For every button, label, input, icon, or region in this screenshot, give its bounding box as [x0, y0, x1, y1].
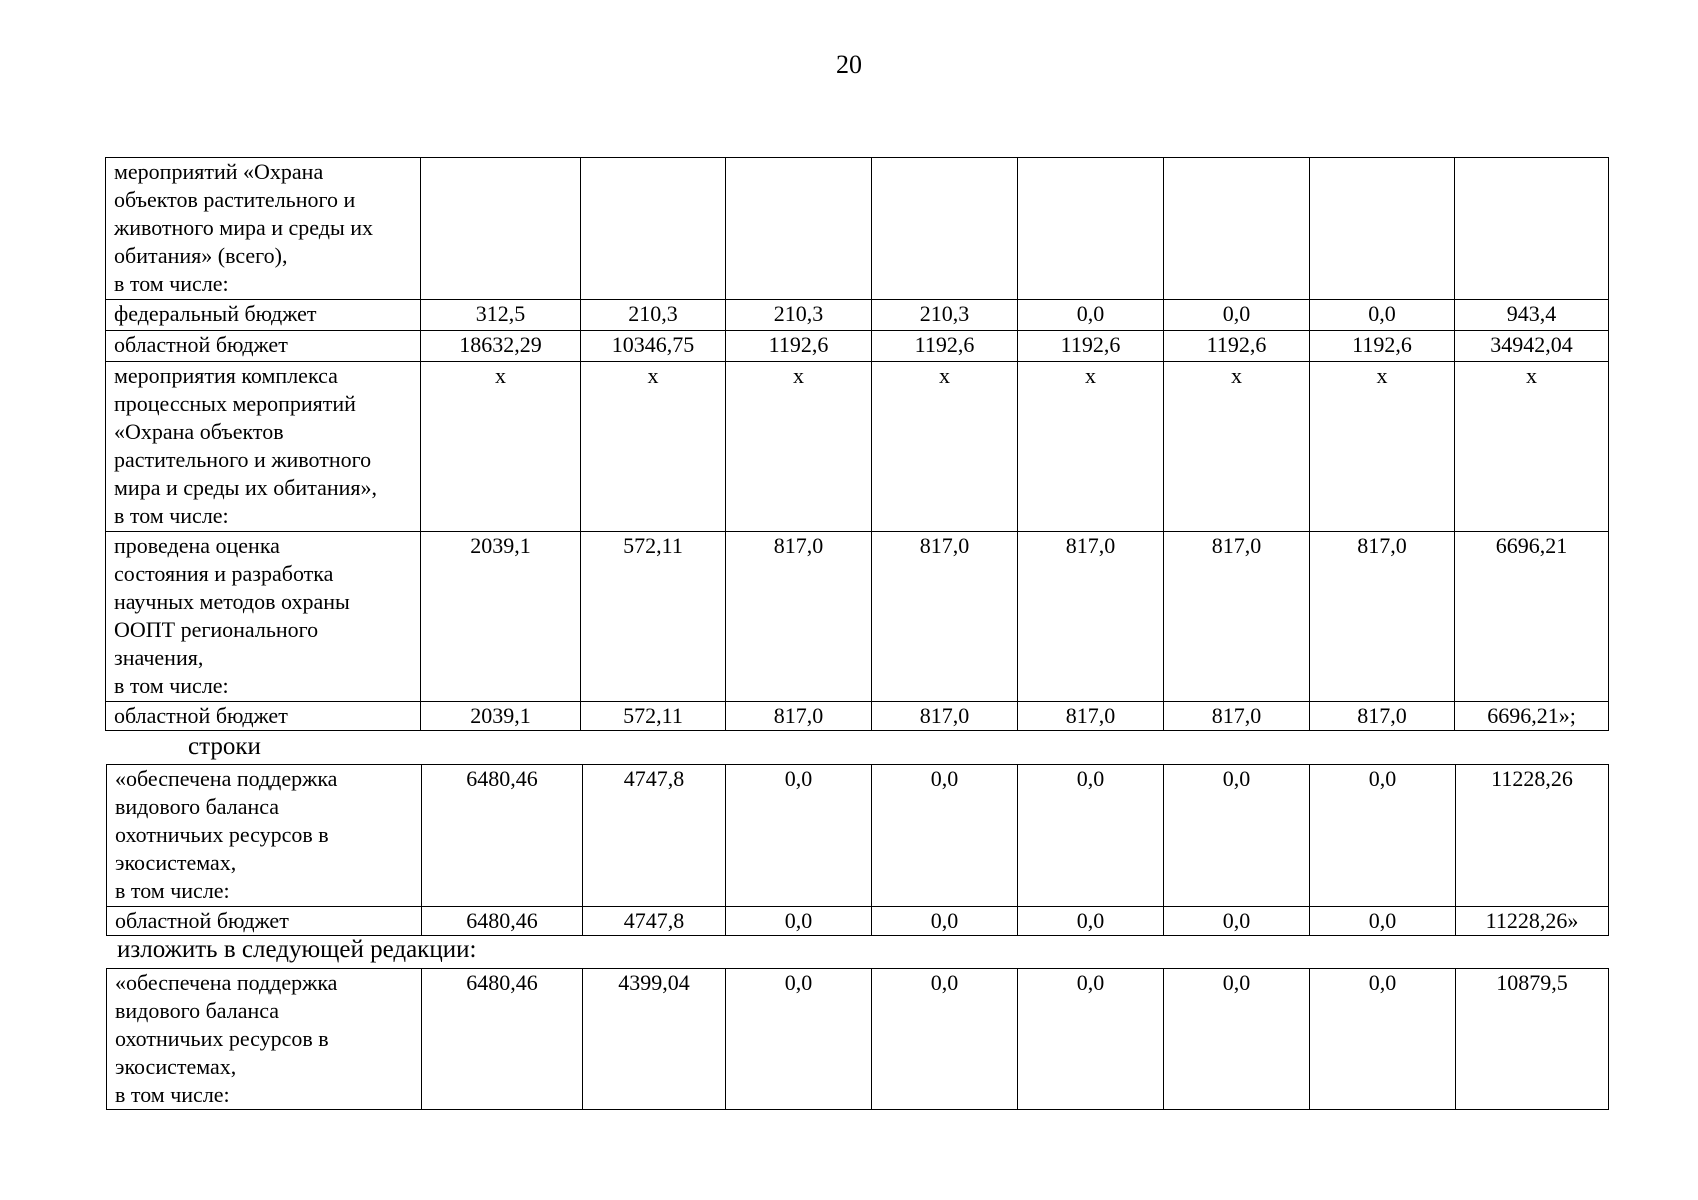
value-cell: 572,11	[581, 702, 726, 731]
value-cell: 817,0	[1018, 532, 1164, 702]
value-cell: 817,0	[1018, 702, 1164, 731]
value-cell: 4747,8	[583, 765, 726, 907]
row-label: мероприятия комплекса процессных мероприятий «Охрана объектов растительного и животного мира и среды их обитания», в том числе:	[106, 362, 421, 532]
row-label: областной бюджет	[107, 907, 422, 936]
value-cell: 0,0	[726, 765, 872, 907]
row-label: мероприятий «Охрана объектов растительного и животного мира и среды их обитания» (всего), в том числе:	[106, 158, 421, 300]
table-row	[106, 362, 1609, 532]
value-cell: 2039,1	[421, 532, 581, 702]
value-cell	[421, 158, 581, 300]
value-cell: 572,11	[581, 532, 726, 702]
value-cell: 1192,6	[726, 331, 872, 362]
row-label: областной бюджет	[106, 702, 421, 731]
value-cell	[1455, 158, 1609, 300]
value-cell	[726, 158, 872, 300]
value-cell: 6480,46	[422, 969, 583, 1110]
value-cell: 210,3	[726, 300, 872, 331]
table-row	[106, 158, 1609, 300]
value-cell: 0,0	[1310, 907, 1456, 936]
value-cell: 210,3	[581, 300, 726, 331]
value-cell: 0,0	[1164, 969, 1310, 1110]
value-cell: 34942,04	[1455, 331, 1609, 362]
table-row	[107, 765, 1609, 907]
table-row	[106, 532, 1609, 702]
value-cell: 0,0	[1018, 969, 1164, 1110]
value-cell: 1192,6	[1164, 331, 1310, 362]
value-cell: х	[421, 362, 581, 532]
value-cell: 10879,5	[1456, 969, 1609, 1110]
value-cell: 6696,21	[1455, 532, 1609, 702]
value-cell: 312,5	[421, 300, 581, 331]
value-cell: 817,0	[1164, 702, 1310, 731]
table-row	[106, 702, 1609, 731]
budget-table-new-rows	[106, 968, 1609, 1110]
table-row	[107, 969, 1609, 1110]
row-label: проведена оценка состояния и разработка научных методов охраны ООПТ регионального значения, в том числе:	[106, 532, 421, 702]
value-cell: 0,0	[1018, 765, 1164, 907]
row-label: федеральный бюджет	[106, 300, 421, 331]
value-cell: 1192,6	[1018, 331, 1164, 362]
value-cell: 0,0	[726, 969, 872, 1110]
row-label: «обеспечена поддержка видового баланса охотничьих ресурсов в экосистемах, в том числе:	[107, 969, 422, 1110]
value-cell	[1018, 158, 1164, 300]
value-cell: 0,0	[726, 907, 872, 936]
value-cell: 4399,04	[583, 969, 726, 1110]
value-cell: х	[726, 362, 872, 532]
value-cell: 6696,21»;	[1455, 702, 1609, 731]
value-cell: 817,0	[726, 532, 872, 702]
value-cell: 6480,46	[422, 765, 583, 907]
value-cell: 1192,6	[872, 331, 1018, 362]
value-cell	[872, 158, 1018, 300]
value-cell: 0,0	[1310, 969, 1456, 1110]
value-cell: 0,0	[1164, 300, 1310, 331]
table-row	[106, 300, 1609, 331]
budget-table-current	[105, 157, 1609, 731]
value-cell: 210,3	[872, 300, 1018, 331]
value-cell: 0,0	[1310, 300, 1455, 331]
value-cell: х	[1455, 362, 1609, 532]
value-cell: х	[1018, 362, 1164, 532]
value-cell: 0,0	[1164, 765, 1310, 907]
value-cell: 1192,6	[1310, 331, 1455, 362]
value-cell	[1164, 158, 1310, 300]
table-row	[107, 907, 1609, 936]
value-cell: 817,0	[1310, 532, 1455, 702]
value-cell: х	[581, 362, 726, 532]
value-cell: 0,0	[1164, 907, 1310, 936]
value-cell: 2039,1	[421, 702, 581, 731]
caption-rows: строки	[188, 733, 261, 760]
page-number: 20	[836, 50, 862, 79]
value-cell: 0,0	[1310, 765, 1456, 907]
value-cell	[581, 158, 726, 300]
value-cell: х	[1164, 362, 1310, 532]
value-cell: 18632,29	[421, 331, 581, 362]
value-cell: 6480,46	[422, 907, 583, 936]
budget-table-old-rows	[106, 764, 1609, 936]
value-cell: 4747,8	[583, 907, 726, 936]
value-cell: 10346,75	[581, 331, 726, 362]
value-cell: 817,0	[872, 532, 1018, 702]
value-cell: 11228,26»	[1456, 907, 1609, 936]
value-cell: 817,0	[726, 702, 872, 731]
value-cell: 0,0	[872, 765, 1018, 907]
value-cell	[1310, 158, 1455, 300]
row-label: областной бюджет	[106, 331, 421, 362]
caption-new-edition: изложить в следующей редакции:	[117, 936, 477, 963]
value-cell: 817,0	[1310, 702, 1455, 731]
value-cell: 817,0	[872, 702, 1018, 731]
value-cell: 0,0	[872, 969, 1018, 1110]
value-cell: 0,0	[872, 907, 1018, 936]
row-label: «обеспечена поддержка видового баланса охотничьих ресурсов в экосистемах, в том числе:	[107, 765, 422, 907]
value-cell: 0,0	[1018, 300, 1164, 331]
value-cell: х	[872, 362, 1018, 532]
value-cell: 943,4	[1455, 300, 1609, 331]
value-cell: 11228,26	[1456, 765, 1609, 907]
value-cell: х	[1310, 362, 1455, 532]
table-row	[106, 331, 1609, 362]
value-cell: 817,0	[1164, 532, 1310, 702]
value-cell: 0,0	[1018, 907, 1164, 936]
